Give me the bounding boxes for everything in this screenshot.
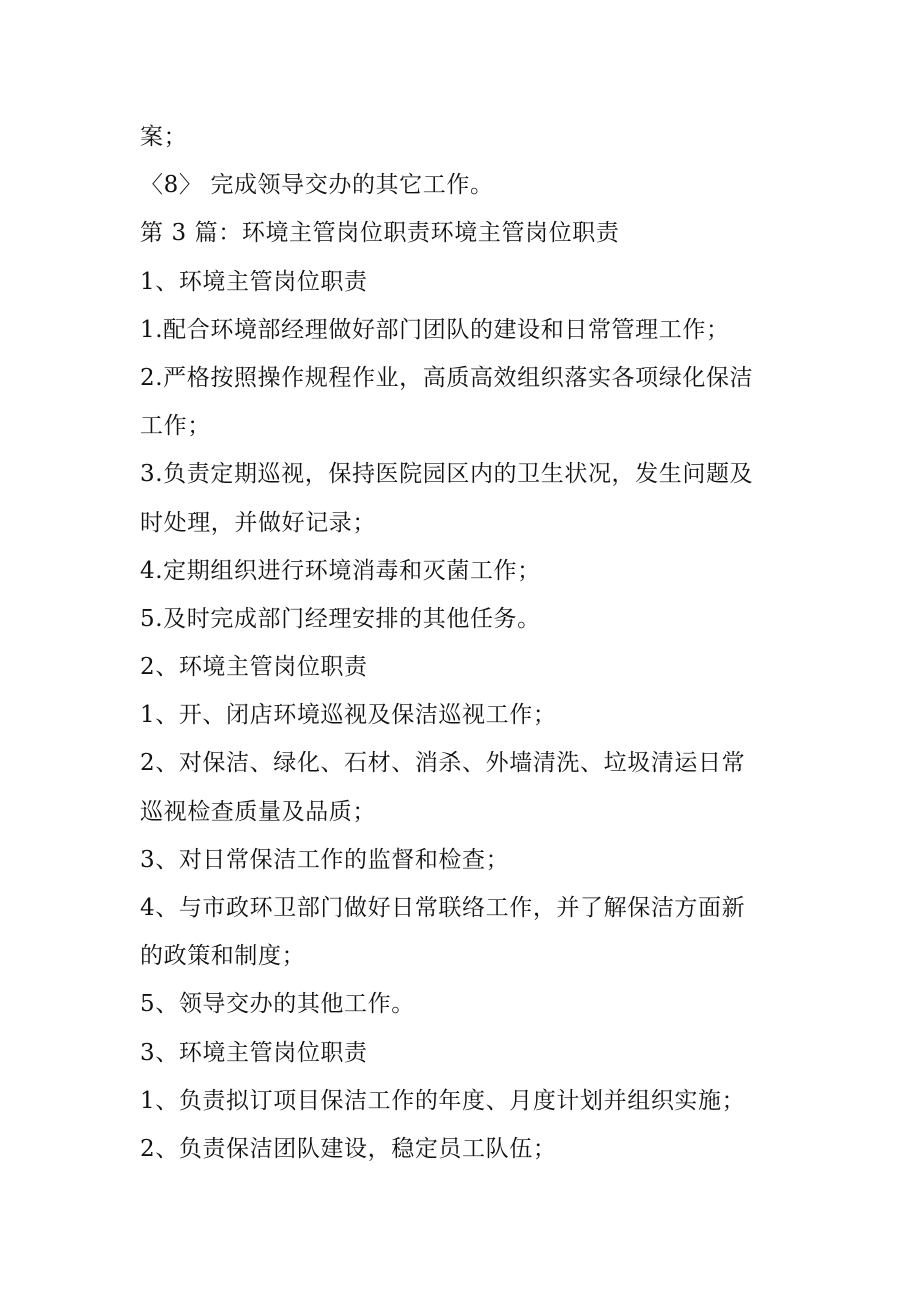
section-heading: 第 3 篇：环境主管岗位职责环境主管岗位职责 <box>140 220 620 247</box>
text-line: 4、与市政环卫部门做好日常联络工作，并了解保洁方面新 <box>140 895 746 921</box>
text-line: 2、对保洁、绿化、石材、消杀、外墙清洗、垃圾清运日常 <box>140 750 746 777</box>
text-line: 4.定期组织进行环境消毒和灭菌工作； <box>140 557 541 584</box>
text-line: 5.及时完成部门经理安排的其他任务。 <box>140 605 541 632</box>
text-line: 1.配合环境部经理做好部门团队的建设和日常管理工作； <box>140 316 730 343</box>
document-body <box>140 113 800 1173</box>
subsection-heading: 3、环境主管岗位职责 <box>140 1039 368 1066</box>
text-line: 的政策和制度； <box>140 943 306 970</box>
text-line: 工作； <box>140 413 211 440</box>
text-line: 案； <box>140 124 188 150</box>
text-line: 3.负责定期巡视，保持医院园区内的卫生状况，发生问题及 <box>140 461 754 488</box>
text-line: 1、负责拟订项目保洁工作的年度、月度计划并组织实施； <box>140 1087 746 1114</box>
text-line: 〈8〉 完成领导交办的其它工作。 <box>140 172 494 199</box>
text-line: 5、领导交办的其他工作。 <box>140 991 415 1018</box>
text-line: 2.严格按照操作规程作业，高质高效组织落实各项绿化保洁 <box>140 364 754 391</box>
subsection-heading: 1、环境主管岗位职责 <box>140 268 368 295</box>
text-line: 时处理，并做好记录； <box>140 509 376 536</box>
text-line: 2、负责保洁团队建设，稳定员工队伍； <box>140 1135 557 1162</box>
subsection-heading: 2、环境主管岗位职责 <box>140 654 368 681</box>
text-line: 巡视检查质量及品质； <box>140 798 376 825</box>
text-line: 3、对日常保洁工作的监督和检查； <box>140 846 510 873</box>
text-line: 1、开、闭店环境巡视及保洁巡视工作； <box>140 702 557 729</box>
